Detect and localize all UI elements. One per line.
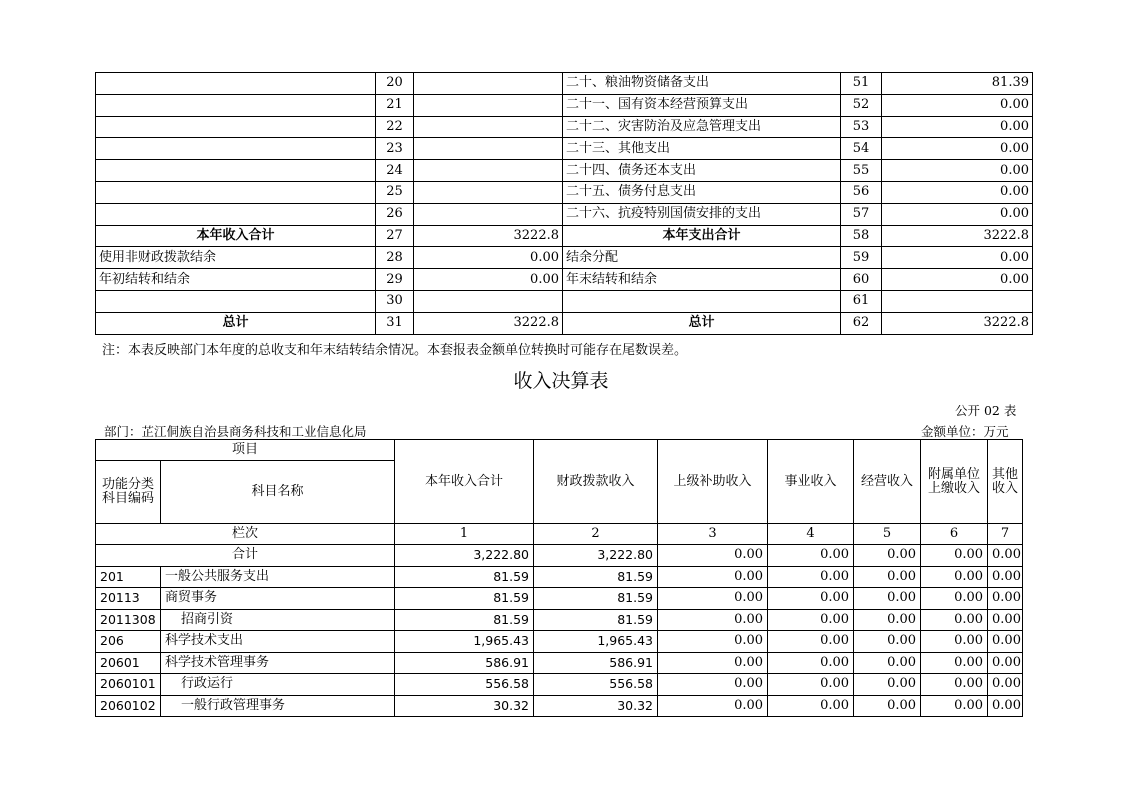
expense-amount: 0.00 <box>882 247 1033 269</box>
expense-item: 二十六、抗疫特别国债安排的支出 <box>563 203 841 225</box>
income-amount <box>414 94 563 116</box>
row-number: 27 <box>376 225 414 247</box>
amount-cell: 81.59 <box>395 609 534 631</box>
column-index: 1 <box>395 524 534 545</box>
amount-cell: 0.00 <box>988 674 1023 696</box>
table-row <box>96 674 1023 696</box>
expense-amount: 0.00 <box>882 203 1033 225</box>
row-number: 53 <box>841 116 882 138</box>
table-row <box>96 695 1023 717</box>
income-amount: 3222.8 <box>414 225 563 247</box>
subject-name: 科学技术支出 <box>161 631 395 653</box>
row-number: 26 <box>376 203 414 225</box>
page-title: 收入决算表 <box>513 370 609 392</box>
row-number: 22 <box>376 116 414 138</box>
expense-item: 结余分配 <box>563 247 841 269</box>
header-col-6: 附属单位上缴收入 <box>921 440 988 524</box>
income-amount <box>414 138 563 160</box>
column-index: 6 <box>921 524 988 545</box>
income-item <box>96 73 376 95</box>
amount-cell: 556.58 <box>534 674 658 696</box>
row-number: 55 <box>841 160 882 182</box>
amount-cell: 0.00 <box>658 674 768 696</box>
table-row <box>96 160 1033 182</box>
total-value: 0.00 <box>854 545 921 567</box>
expense-item: 二十三、其他支出 <box>563 138 841 160</box>
row-number: 21 <box>376 94 414 116</box>
header-name: 科目名称 <box>161 461 395 524</box>
amount-cell: 0.00 <box>854 674 921 696</box>
expense-item: 年末结转和结余 <box>563 269 841 291</box>
amount-cell: 0.00 <box>768 674 854 696</box>
income-amount <box>414 203 563 225</box>
column-index: 5 <box>854 524 921 545</box>
expense-amount: 0.00 <box>882 269 1033 291</box>
row-number: 62 <box>841 312 882 334</box>
expense-item: 二十四、债务还本支出 <box>563 160 841 182</box>
amount-cell: 556.58 <box>395 674 534 696</box>
table-row <box>96 290 1033 312</box>
row-number: 58 <box>841 225 882 247</box>
row-number: 23 <box>376 138 414 160</box>
expense-amount: 0.00 <box>882 160 1033 182</box>
table-row <box>96 203 1033 225</box>
row-number: 20 <box>376 73 414 95</box>
income-amount: 3222.8 <box>414 312 563 334</box>
table-row <box>96 269 1033 291</box>
income-item <box>96 138 376 160</box>
expense-item: 总计 <box>563 312 841 334</box>
table-row <box>96 652 1023 674</box>
subject-code: 2011308 <box>96 609 161 631</box>
total-value: 0.00 <box>921 545 988 567</box>
subject-name: 商贸事务 <box>161 588 395 610</box>
amount-cell: 0.00 <box>768 652 854 674</box>
column-index-label: 栏次 <box>96 524 395 545</box>
subject-name: 科学技术管理事务 <box>161 652 395 674</box>
column-index: 7 <box>988 524 1023 545</box>
header-col-5: 经营收入 <box>854 440 921 524</box>
amount-cell: 0.00 <box>921 609 988 631</box>
expense-item: 二十二、灾害防治及应急管理支出 <box>563 116 841 138</box>
header-col-3: 上级补助收入 <box>658 440 768 524</box>
row-number: 52 <box>841 94 882 116</box>
amount-cell: 1,965.43 <box>395 631 534 653</box>
expense-amount: 0.00 <box>882 138 1033 160</box>
expense-amount: 0.00 <box>882 94 1033 116</box>
income-amount: 0.00 <box>414 269 563 291</box>
column-index-row <box>96 524 1023 545</box>
expense-amount: 0.00 <box>882 116 1033 138</box>
income-amount <box>414 160 563 182</box>
table-row <box>96 609 1023 631</box>
amount-cell: 0.00 <box>921 588 988 610</box>
subject-code: 2060101 <box>96 674 161 696</box>
amount-cell: 81.59 <box>534 609 658 631</box>
income-item: 年初结转和结余 <box>96 269 376 291</box>
amount-cell: 0.00 <box>658 695 768 717</box>
header-col-7: 其他收入 <box>988 440 1023 524</box>
header-col-1: 本年收入合计 <box>395 440 534 524</box>
expense-item <box>563 290 841 312</box>
row-number: 56 <box>841 181 882 203</box>
subject-code: 201 <box>96 566 161 588</box>
income-item <box>96 181 376 203</box>
total-value: 3,222.80 <box>395 545 534 567</box>
row-number: 25 <box>376 181 414 203</box>
header-project: 项目 <box>96 440 395 461</box>
total-value: 0.00 <box>768 545 854 567</box>
total-value: 0.00 <box>658 545 768 567</box>
subject-code: 20113 <box>96 588 161 610</box>
subject-name: 一般行政管理事务 <box>161 695 395 717</box>
table-row <box>96 566 1023 588</box>
table-row <box>96 116 1033 138</box>
row-number: 29 <box>376 269 414 291</box>
subject-name: 一般公共服务支出 <box>161 566 395 588</box>
income-item <box>96 290 376 312</box>
amount-cell: 0.00 <box>854 588 921 610</box>
table-row <box>96 225 1033 247</box>
column-index: 4 <box>768 524 854 545</box>
expense-item: 二十一、国有资本经营预算支出 <box>563 94 841 116</box>
income-amount <box>414 73 563 95</box>
amount-cell: 586.91 <box>534 652 658 674</box>
income-amount: 0.00 <box>414 247 563 269</box>
table-row <box>96 588 1023 610</box>
column-index: 2 <box>534 524 658 545</box>
table-row <box>96 181 1033 203</box>
subject-code: 206 <box>96 631 161 653</box>
amount-cell: 81.59 <box>534 566 658 588</box>
row-number: 61 <box>841 290 882 312</box>
expense-amount: 81.39 <box>882 73 1033 95</box>
column-index: 3 <box>658 524 768 545</box>
row-number: 28 <box>376 247 414 269</box>
amount-cell: 30.32 <box>534 695 658 717</box>
total-row <box>96 545 1023 567</box>
expense-item: 二十五、债务付息支出 <box>563 181 841 203</box>
amount-cell: 0.00 <box>768 588 854 610</box>
subject-name: 招商引资 <box>161 609 395 631</box>
row-number: 30 <box>376 290 414 312</box>
table-row <box>96 73 1033 95</box>
income-item <box>96 160 376 182</box>
unit-label: 金额单位：万元 <box>921 424 1009 439</box>
income-amount <box>414 181 563 203</box>
income-item: 使用非财政拨款结余 <box>96 247 376 269</box>
row-number: 54 <box>841 138 882 160</box>
table-row <box>96 138 1033 160</box>
table-row <box>96 631 1023 653</box>
amount-cell: 0.00 <box>768 609 854 631</box>
expense-item: 本年支出合计 <box>563 225 841 247</box>
header-col-4: 事业收入 <box>768 440 854 524</box>
amount-cell: 0.00 <box>768 631 854 653</box>
income-item <box>96 203 376 225</box>
expense-amount: 3222.8 <box>882 312 1033 334</box>
amount-cell: 0.00 <box>988 652 1023 674</box>
table-row <box>96 94 1033 116</box>
amount-cell: 0.00 <box>768 566 854 588</box>
total-value: 3,222.80 <box>534 545 658 567</box>
row-number: 57 <box>841 203 882 225</box>
amount-cell: 0.00 <box>988 566 1023 588</box>
amount-cell: 0.00 <box>921 695 988 717</box>
subject-code: 2060102 <box>96 695 161 717</box>
total-value: 0.00 <box>988 545 1023 567</box>
amount-cell: 0.00 <box>854 695 921 717</box>
table-note: 注：本表反映部门本年度的总收支和年末结转结余情况。本套报表金额单位转换时可能存在尾数误差。 <box>102 343 688 358</box>
subject-code: 20601 <box>96 652 161 674</box>
income-item <box>96 94 376 116</box>
amount-cell: 0.00 <box>854 566 921 588</box>
header-col-2: 财政拨款收入 <box>534 440 658 524</box>
amount-cell: 0.00 <box>658 566 768 588</box>
amount-cell: 81.59 <box>395 588 534 610</box>
amount-cell: 81.59 <box>534 588 658 610</box>
amount-cell: 0.00 <box>658 609 768 631</box>
row-number: 51 <box>841 73 882 95</box>
row-number: 31 <box>376 312 414 334</box>
income-table <box>95 439 1023 717</box>
income-amount <box>414 116 563 138</box>
row-number: 24 <box>376 160 414 182</box>
table-row <box>96 247 1033 269</box>
amount-cell: 0.00 <box>854 652 921 674</box>
income-item <box>96 116 376 138</box>
expense-item: 二十、粮油物资储备支出 <box>563 73 841 95</box>
amount-cell: 0.00 <box>921 652 988 674</box>
income-item: 本年收入合计 <box>96 225 376 247</box>
row-number: 60 <box>841 269 882 291</box>
income-amount <box>414 290 563 312</box>
expense-amount <box>882 290 1033 312</box>
expense-amount: 0.00 <box>882 181 1033 203</box>
row-number: 59 <box>841 247 882 269</box>
subject-name: 行政运行 <box>161 674 395 696</box>
amount-cell: 0.00 <box>854 631 921 653</box>
amount-cell: 30.32 <box>395 695 534 717</box>
expense-amount: 3222.8 <box>882 225 1033 247</box>
amount-cell: 0.00 <box>988 588 1023 610</box>
amount-cell: 0.00 <box>988 695 1023 717</box>
amount-cell: 1,965.43 <box>534 631 658 653</box>
amount-cell: 0.00 <box>988 631 1023 653</box>
form-code: 公开 02 表 <box>955 403 1017 418</box>
amount-cell: 0.00 <box>921 631 988 653</box>
amount-cell: 0.00 <box>658 652 768 674</box>
total-label: 合计 <box>96 545 395 567</box>
amount-cell: 0.00 <box>658 588 768 610</box>
amount-cell: 0.00 <box>768 695 854 717</box>
balance-table <box>95 72 1033 335</box>
amount-cell: 0.00 <box>921 566 988 588</box>
amount-cell: 0.00 <box>988 609 1023 631</box>
amount-cell: 0.00 <box>854 609 921 631</box>
amount-cell: 0.00 <box>658 631 768 653</box>
table-row <box>96 312 1033 334</box>
amount-cell: 81.59 <box>395 566 534 588</box>
header-code: 功能分类科目编码 <box>96 461 161 524</box>
department-label: 部门：芷江侗族自治县商务科技和工业信息化局 <box>104 424 367 439</box>
income-item: 总计 <box>96 312 376 334</box>
amount-cell: 0.00 <box>921 674 988 696</box>
amount-cell: 586.91 <box>395 652 534 674</box>
